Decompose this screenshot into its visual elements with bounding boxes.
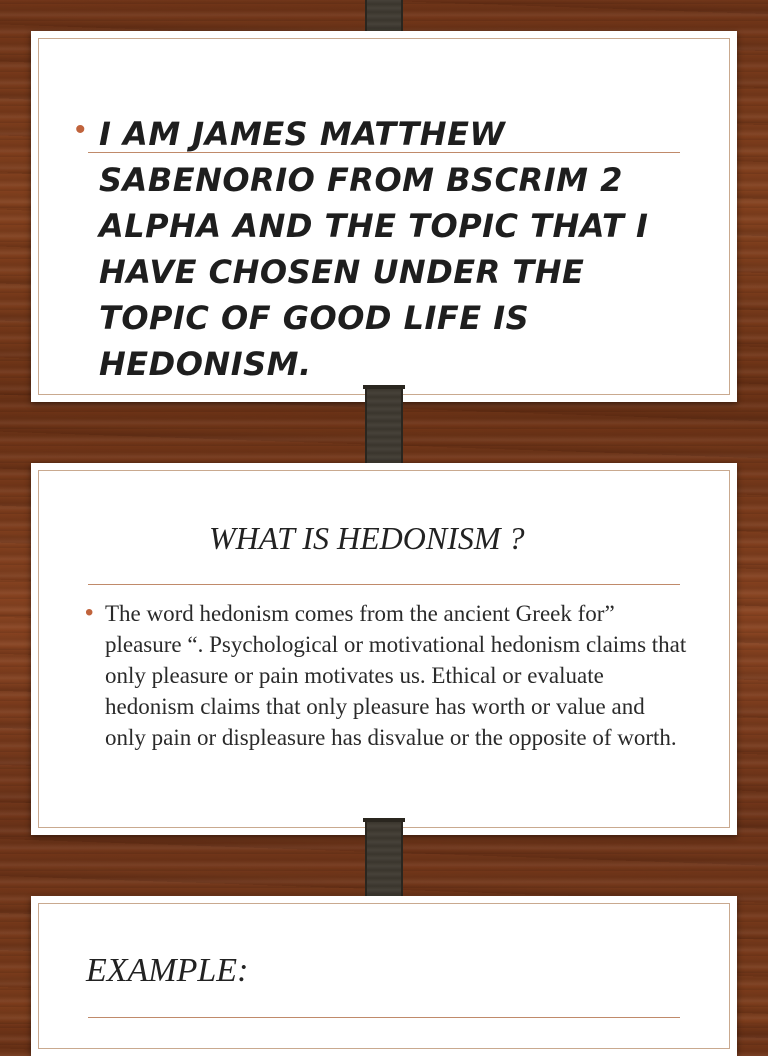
title-rule: [88, 1017, 680, 1018]
definition-text: The word hedonism comes from the ancient Greek for” pleasure “. Psychological or motivational hedonism claims that only pleasure or pain motivates us. Ethical or evaluate hedonism claims that only pleasure has worth or value and only pain or displeasure has disvalue or the opposite of worth.: [105, 601, 687, 750]
example-slide: [31, 896, 737, 1056]
bullet-icon: •: [85, 599, 94, 626]
definition-slide: [31, 463, 737, 835]
title-rule: [88, 584, 680, 585]
intro-text: I AM JAMES MATTHEW SABENORIO FROM BSCRIM 2 ALPHA AND THE TOPIC THAT I HAVE CHOSEN UNDER THE TOPIC OF GOOD LIFE IS HEDONISM.: [99, 115, 649, 383]
intro-slide: [31, 31, 737, 402]
bullet-icon: •: [75, 113, 86, 146]
slide-title: EXAMPLE:: [86, 952, 249, 989]
slide-title: WHAT IS HEDONISM ?: [209, 520, 525, 556]
